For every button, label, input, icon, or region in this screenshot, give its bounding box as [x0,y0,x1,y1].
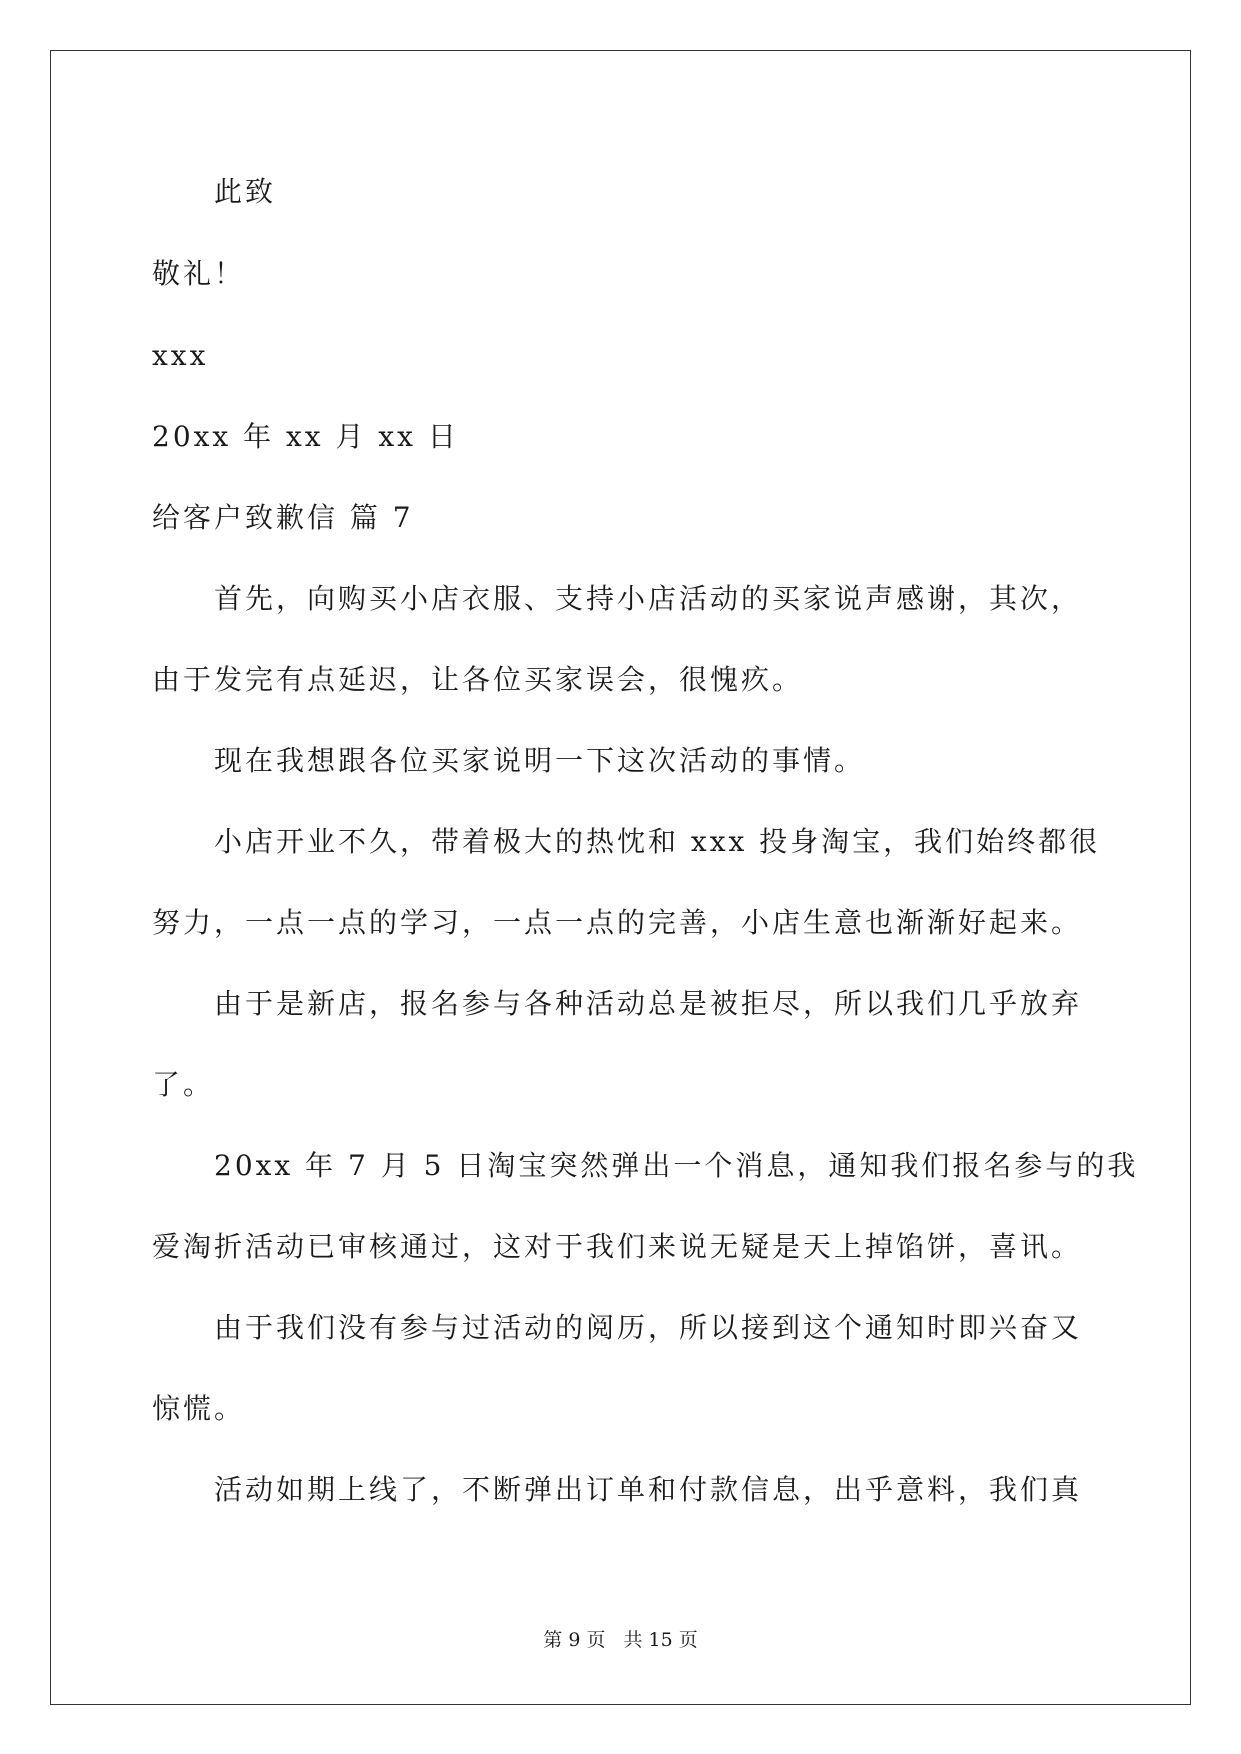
closing-regards: 敬礼！ [152,257,246,290]
page-number: 第 9 页 [543,1629,606,1651]
body-line: 现在我想跟各位买家说明一下这次活动的事情。 [214,744,866,777]
body-line: 小店开业不久，带着极大的热忱和 xxx 投身淘宝，我们始终都很 [214,825,1101,858]
page-footer [0,1628,1241,1652]
section-title: 给客户致歉信 篇 7 [152,501,414,534]
body-line: 活动如期上线了，不断弹出订单和付款信息，出乎意料，我们真 [214,1473,1083,1506]
body-line: 由于我们没有参与过活动的阅历，所以接到这个通知时即兴奋又 [214,1311,1083,1344]
body-line: 爱淘折活动已审核通过，这对于我们来说无疑是天上掉馅饼，喜讯。 [152,1230,1083,1263]
body-line: 首先，向购买小店衣服、支持小店活动的买家说声感谢，其次， [214,582,1083,615]
page-total: 共 15 页 [623,1629,698,1651]
body-line: 由于发完有点延迟，让各位买家误会，很愧疚。 [152,663,804,696]
page-frame [50,50,1191,1705]
body-line: 由于是新店，报名参与各种活动总是被拒尽，所以我们几乎放弃 [214,987,1083,1020]
body-line: 努力，一点一点的学习，一点一点的完善，小店生意也渐渐好起来。 [152,906,1083,939]
body-line: 了。 [152,1068,215,1101]
closing-salutation: 此致 [214,175,277,208]
letter-date: 20xx 年 xx 月 xx 日 [152,420,459,453]
body-line: 惊慌。 [152,1392,246,1425]
body-line: 20xx 年 7 月 5 日淘宝突然弹出一个消息，通知我们报名参与的我 [214,1149,1139,1182]
signature: xxx [152,339,209,372]
